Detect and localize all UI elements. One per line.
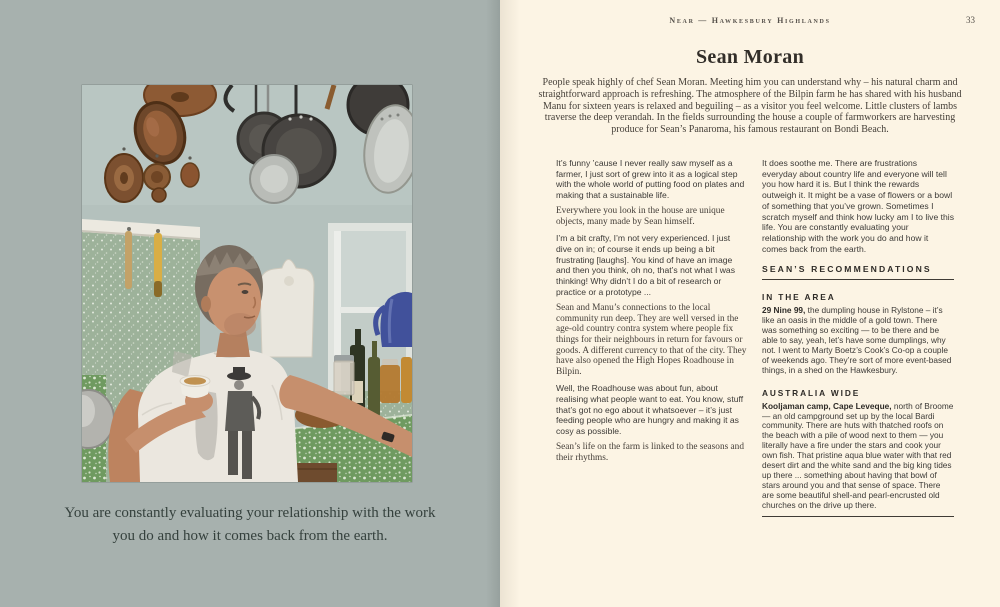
page-title: Sean Moran [696, 46, 804, 68]
recommendations-heading: SEAN’S RECOMMENDATIONS [762, 264, 932, 275]
recommendation-text: north of Broome — an old campground set up by the local Bardi community. There are huts with thatched roofs on the beach with a pile of wood next to them — you literally have a fire under the stars and cook your own fish. That pristine aqua blue water with that red desert dirt and the white sand and the big king tides up there ... something about having that bowl of stars around you and that sense of space. There are some beautiful shell-and pearl-encrusted old churches on the drive up there. [762, 400, 954, 510]
recommendation-paragraph [762, 402, 954, 511]
right-page [500, 0, 1000, 607]
recommendation-paragraph [762, 306, 954, 375]
interview-quote: Well, the Roadhouse was about fun, about realising what people want to eat. You know, stuff that’s got no ego about it whatsoever – it’s just feeding people who are hungry and making it as cosy as possible. [556, 383, 744, 437]
pull-quote: You are constantly evaluating your relationship with the work you do and how it comes back from the earth. [64, 505, 436, 544]
page-number: 33 [966, 15, 975, 25]
column-left [556, 158, 748, 469]
section-heading-australia-wide: AUSTRALIA WIDE [762, 387, 861, 398]
interview-quote: I’m a bit crafty, I’m not very experienced. I just dive on in; of course it ends up being a bit frustrating [laughs]. You kind of have an image and then you think, oh no, that’s not what I was thinking! Why didn’t I do a bit of research or practice or a prototype ... [556, 233, 735, 297]
chair-back [260, 260, 314, 358]
recommendation-text: the dumpling house in Rylstone – it’s like an oasis in the middle of a gold town. There was something so exciting — to be there and be able to say, yeah, let’s have some dumplings, why not. I went to Marty Boetz’s Cook’s Co-op a couple of weekends ago. They’re sort of more event-based things, in a shed on the Hawkesbury. [762, 305, 952, 375]
interview-quote: It does soothe me. There are frustrations everyday about country life and everyone will tell you how hard it is. But I think the rewards outweigh it. It might be a vase of flowers or a bowl of something that you’ve grown. Sometimes I scratch myself and think how lucky am I to live this life. You are constantly evaluating your relationship with the work you do and how it comes back from the earth. [762, 158, 954, 254]
narration-paragraph: Sean’s life on the farm is linked to the seasons and their rhythms. [556, 442, 744, 464]
column-right [762, 158, 954, 517]
narration-paragraph: Everywhere you look in the house are unique objects, many made by Sean himself. [556, 206, 725, 228]
running-header: Near — Hawkesbury Highlands [669, 16, 831, 25]
recommendation-lead: 29 Nine 99, [762, 305, 806, 316]
section-rule [762, 279, 954, 280]
interview-quote: It’s funny ’cause I never really saw myself as a farmer, I just sort of grew into it as a logical step with the whole world of putting food on plates and making that a sustainable life. [556, 158, 745, 201]
section-heading-in-the-area: IN THE AREA [762, 292, 836, 303]
intro-paragraph: People speak highly of chef Sean Moran. Meeting him you can understand why – his natural charm and straightforward approach is refreshing. The atmosphere of the Bilpin farm he has shared with his husband Manu for sixteen years is relaxed and beguiling – as a visitor you feel welcome. Little clusters of lambs traverse the deep verandah. In the fields surrounding the house a couple of farmworkers are harvesting produce for Sean’s Panaroma, his famous restaurant on Bondi Beach. [538, 77, 962, 136]
narration-paragraph: Sean and Manu’s connections to the local community run deep. They are well versed in the age-old country contra system where people fix things for their neighbours in return for favours or goods. A different currency to that of the city. They have also opened the High Hopes Roadhouse in Bilpin. [556, 302, 747, 378]
recommendation-lead: Kooljaman camp, Cape Leveque, [762, 400, 892, 411]
section-rule [762, 516, 954, 517]
portrait-photo [82, 85, 412, 482]
